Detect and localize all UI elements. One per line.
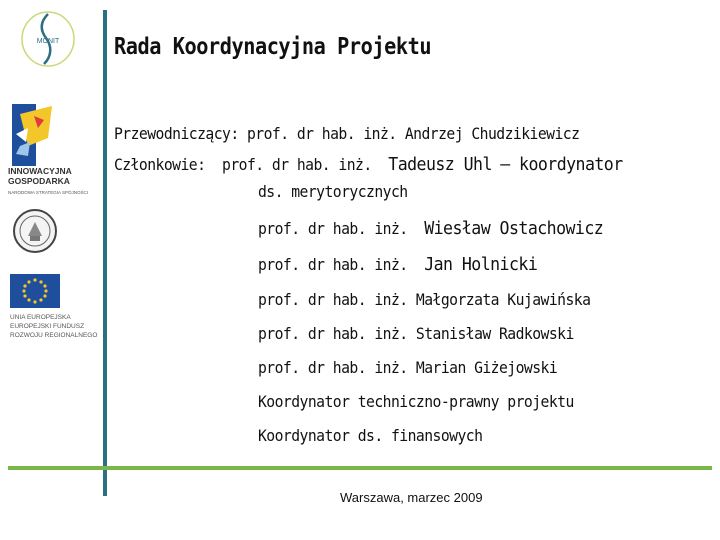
member-name: Wiesław Ostachowicz [424,218,604,239]
chair-name: prof. dr hab. inż. Andrzej Chudzikiewicz [246,124,580,143]
eu-fund-logo [8,274,100,342]
eu-line2: EUROPEJSKI FUNDUSZ [10,323,85,330]
list-item: prof. dr hab. inż. Małgorzata Kujawińska [258,290,591,309]
member-role: – koordynator [500,154,623,175]
member-role-line2: ds. merytorycznych [258,182,408,201]
chair-label: Przewodniczący: [114,124,239,143]
ig-line1: INNOWACYJNA [8,166,72,176]
ig-line3: NARODOWA STRATEGIA SPÓJNOŚCI [8,190,89,195]
member-title: prof. dr hab. inż. [258,219,408,238]
list-item [258,218,603,239]
member-name: Jan Holnicki [424,254,538,275]
list-item [258,254,537,275]
eu-line1: UNIA EUROPEJSKA [10,314,71,321]
members-row [114,154,623,175]
list-item: prof. dr hab. inż. Marian Giżejowski [258,358,558,377]
list-item: Koordynator ds. finansowych [258,426,483,445]
innowacyjna-gospodarka-logo [8,102,100,202]
footer-date: Warszawa, marzec 2009 [340,490,483,505]
members-label: Członkowie: [114,155,206,174]
list-item: Koordynator techniczno-prawny projektu [258,392,574,411]
chair-row [114,124,579,143]
vertical-divider [103,10,107,496]
member-name: Tadeusz Uhl [388,154,492,175]
eu-line3: ROZWOJU REGIONALNEGO [10,332,98,339]
horizontal-divider [8,466,712,470]
ig-line2: GOSPODARKA [8,176,70,186]
list-item: prof. dr hab. inż. Stanisław Radkowski [258,324,574,343]
university-seal-logo [12,208,58,254]
member-title: prof. dr hab. inż. [222,155,372,174]
page-title: Rada Koordynacyjna Projektu [114,34,432,60]
member-title: prof. dr hab. inż. [258,255,408,274]
monit-logo [18,8,78,70]
monit-logo-text: MONIT [36,38,60,45]
